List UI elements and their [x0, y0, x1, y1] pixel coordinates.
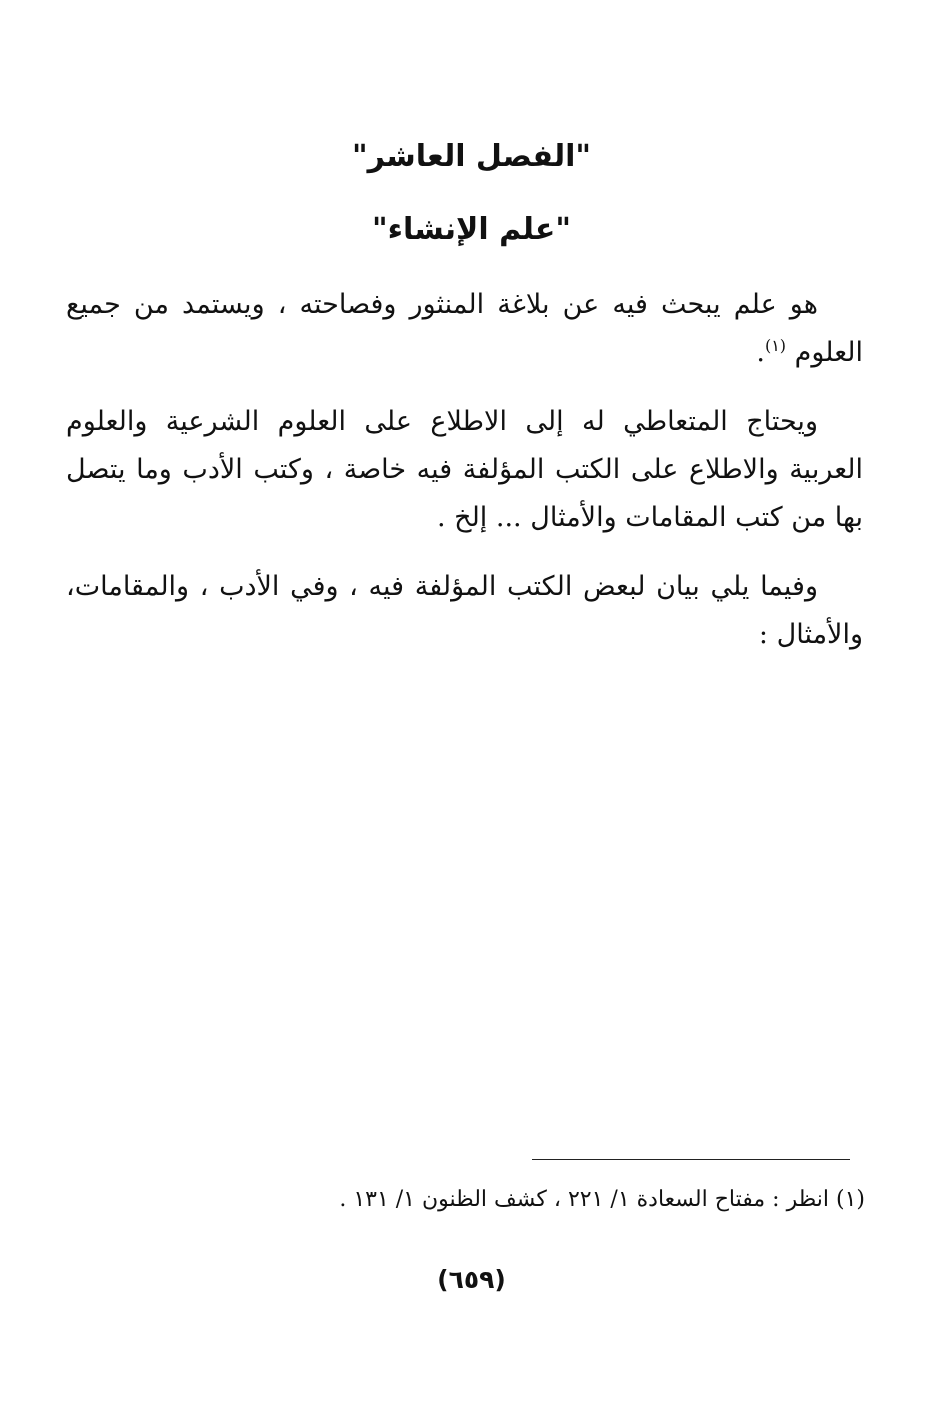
paragraph-requirements: [66, 398, 863, 542]
paragraph-end: .: [756, 337, 765, 368]
footnote-divider: [532, 1159, 850, 1160]
page-number: (٦٥٩): [437, 1265, 506, 1294]
paragraph-definition: [66, 281, 863, 377]
paragraph-text: وفيما يلي بيان لبعض الكتب المؤلفة فيه ، وفي الأدب ، والمقامات، والأمثال :: [66, 571, 863, 650]
paragraph-text: ويحتاج المتعاطي له إلى الاطلاع على العلوم الشرعية والعلوم العربية والاطلاع على الكتب المؤلفة فيه خاصة ، وكتب الأدب وما يتصل بها من كتب المقامات والأمثال ... إلخ .: [66, 406, 863, 533]
footnote: (١) انظر : مفتاح السعادة ١/ ٢٢١ ، كشف الظنون ١/ ١٣١ .: [339, 1187, 865, 1212]
paragraph-text: هو علم يبحث فيه عن بلاغة المنثور وفصاحته ، ويستمد من جميع العلوم: [66, 289, 863, 368]
chapter-title: "الفصل العاشر": [351, 139, 592, 174]
section-title: "علم الإنشاء": [371, 212, 571, 247]
footnote-reference[interactable]: (١): [764, 336, 787, 355]
paragraph-book-list-intro: [66, 563, 863, 659]
